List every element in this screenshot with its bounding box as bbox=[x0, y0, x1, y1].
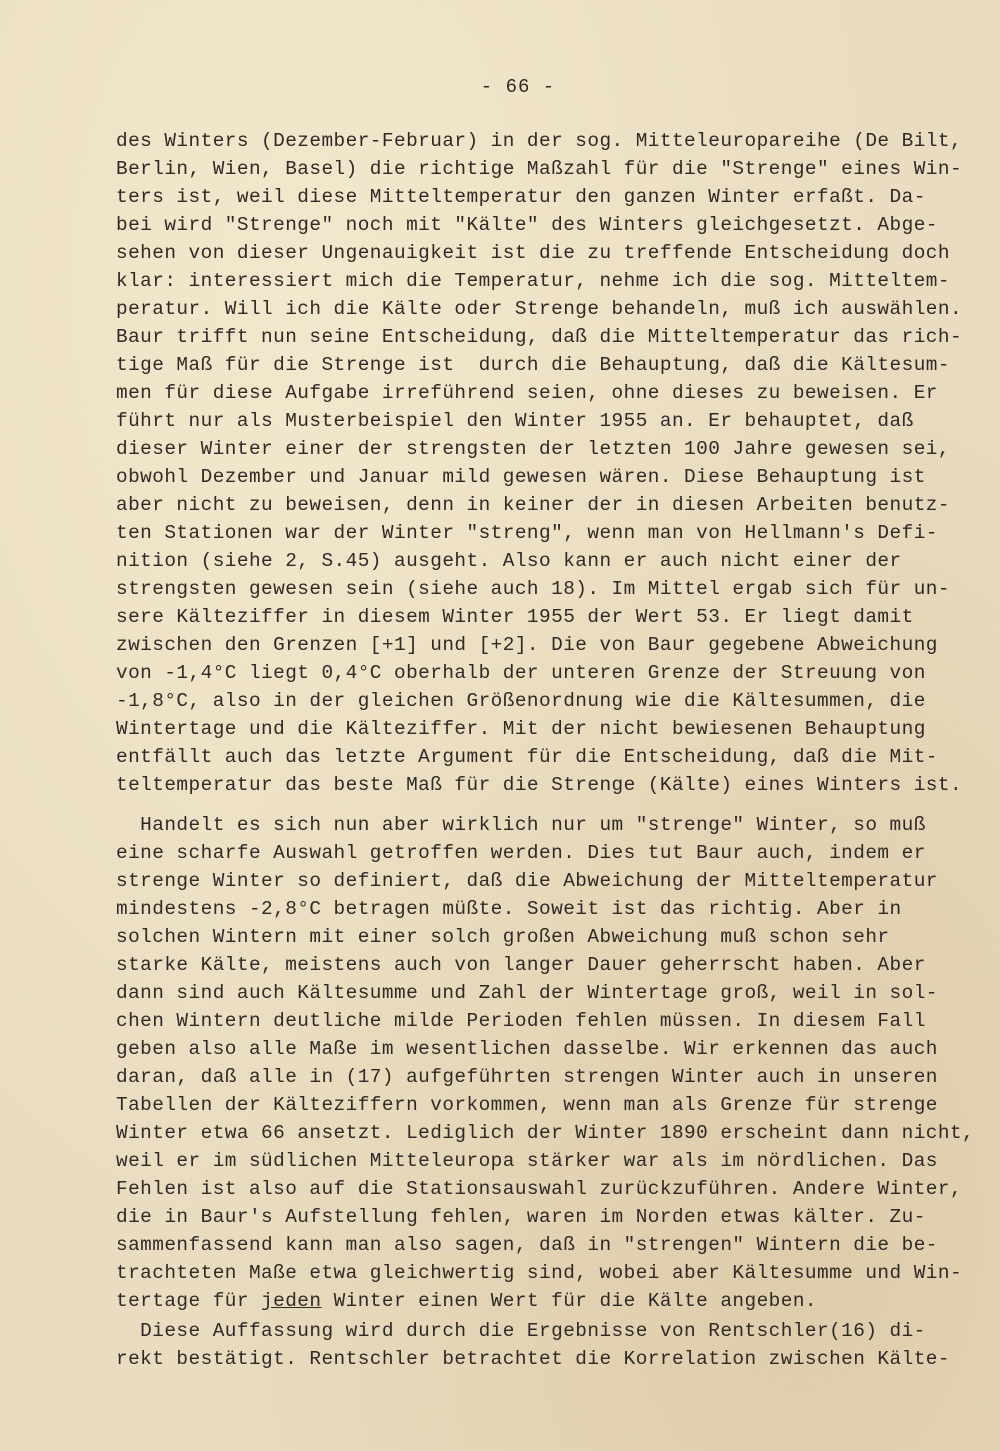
text-line: weil er im südlichen Mitteleuropa stärker war als im nördlichen. Das bbox=[116, 1150, 938, 1172]
text-line: tige Maß für die Strenge ist durch die Behauptung, daß die Kältesum- bbox=[116, 354, 950, 376]
page-number: - 66 - bbox=[480, 76, 556, 98]
text-line: nition (siehe 2, S.45) ausgeht. Also kann er auch nicht einer der bbox=[116, 550, 902, 572]
text-line: solchen Wintern mit einer solch großen Abweichung muß schon sehr bbox=[116, 926, 890, 948]
text-segment: tertage für bbox=[116, 1290, 262, 1312]
text-line: des Winters (Dezember-Februar) in der sog. Mitteleuropareihe (De Bilt, bbox=[116, 130, 963, 152]
text-line: aber nicht zu beweisen, denn in keiner der in diesen Arbeiten benutz- bbox=[116, 494, 950, 516]
text-segment: Winter einen Wert für die Kälte angeben. bbox=[321, 1290, 818, 1312]
text-line: von -1,4°C liegt 0,4°C oberhalb der unteren Grenze der Streuung von bbox=[116, 662, 926, 684]
text-line: trachteten Maße etwa gleichwertig sind, wobei aber Kältesumme und Win- bbox=[116, 1262, 963, 1284]
text-line: Baur trifft nun seine Entscheidung, daß die Mitteltemperatur das rich- bbox=[116, 326, 963, 348]
text-line: Winter etwa 66 ansetzt. Lediglich der Winter 1890 erscheint dann nicht, bbox=[116, 1122, 975, 1144]
text-line: zwischen den Grenzen [+1] und [+2]. Die von Baur gegebene Abweichung bbox=[116, 634, 938, 656]
text-line: die in Baur's Aufstellung fehlen, waren im Norden etwas kälter. Zu- bbox=[116, 1206, 926, 1228]
text-line: geben also alle Maße im wesentlichen dasselbe. Wir erkennen das auch bbox=[116, 1038, 938, 1060]
text-line: eine scharfe Auswahl getroffen werden. Dies tut Baur auch, indem er bbox=[116, 842, 926, 864]
text-line: starke Kälte, meistens auch von langer Dauer geherrscht haben. Aber bbox=[116, 954, 926, 976]
text-line: ters ist, weil diese Mitteltemperatur den ganzen Winter erfaßt. Da- bbox=[116, 186, 926, 208]
text-line: obwohl Dezember und Januar mild gewesen wären. Diese Behauptung ist bbox=[116, 466, 926, 488]
text-line: entfällt auch das letzte Argument für die Entscheidung, daß die Mit- bbox=[116, 746, 938, 768]
text-line bbox=[116, 1287, 817, 1315]
text-line: strenge Winter so definiert, daß die Abweichung der Mitteltemperatur bbox=[116, 870, 938, 892]
text-line: bei wird "Strenge" noch mit "Kälte" des Winters gleichgesetzt. Abge- bbox=[116, 214, 938, 236]
text-line: mindestens -2,8°C betragen müßte. Soweit ist das richtig. Aber in bbox=[116, 898, 902, 920]
text-line: rekt bestätigt. Rentschler betrachtet die Korrelation zwischen Kälte- bbox=[116, 1348, 950, 1370]
text-line: sammenfassend kann man also sagen, daß in "strengen" Wintern die be- bbox=[116, 1234, 938, 1256]
text-line: strengsten gewesen sein (siehe auch 18). Im Mittel ergab sich für un- bbox=[116, 578, 950, 600]
text-line: Tabellen der Kälteziffern vorkommen, wenn man als Grenze für strenge bbox=[116, 1094, 938, 1116]
text-line: chen Wintern deutliche milde Perioden fehlen müssen. In diesem Fall bbox=[116, 1010, 926, 1032]
text-line: führt nur als Musterbeispiel den Winter 1955 an. Er behauptet, daß bbox=[116, 410, 914, 432]
text-line: men für diese Aufgabe irreführend seien, ohne dieses zu beweisen. Er bbox=[116, 382, 938, 404]
text-line: klar: interessiert mich die Temperatur, nehme ich die sog. Mitteltem- bbox=[116, 270, 950, 292]
text-line: Diese Auffassung wird durch die Ergebnisse von Rentschler(16) di- bbox=[116, 1320, 926, 1342]
text-line: dieser Winter einer der strengsten der letzten 100 Jahre gewesen sei, bbox=[116, 438, 950, 460]
text-line: peratur. Will ich die Kälte oder Strenge behandeln, muß ich auswählen. bbox=[116, 298, 963, 320]
text-line: Wintertage und die Kälteziffer. Mit der nicht bewiesenen Behauptung bbox=[116, 718, 926, 740]
text-line: dann sind auch Kältesumme und Zahl der Wintertage groß, weil in sol- bbox=[116, 982, 938, 1004]
emphasized-word: jeden bbox=[261, 1290, 322, 1312]
text-line: Handelt es sich nun aber wirklich nur um "strenge" Winter, so muß bbox=[116, 814, 926, 836]
text-line: daran, daß alle in (17) aufgeführten strengen Winter auch in unseren bbox=[116, 1066, 938, 1088]
text-line: -1,8°C, also in der gleichen Größenordnung wie die Kältesummen, die bbox=[116, 690, 926, 712]
text-line: teltemperatur das beste Maß für die Strenge (Kälte) eines Winters ist. bbox=[116, 774, 963, 796]
text-line: ten Stationen war der Winter "streng", wenn man von Hellmann's Defi- bbox=[116, 522, 938, 544]
text-line: sere Kälteziffer in diesem Winter 1955 der Wert 53. Er liegt damit bbox=[116, 606, 914, 628]
text-line: Fehlen ist also auf die Stationsauswahl zurückzuführen. Andere Winter, bbox=[116, 1178, 963, 1200]
text-line: sehen von dieser Ungenauigkeit ist die zu treffende Entscheidung doch bbox=[116, 242, 950, 264]
text-line: Berlin, Wien, Basel) die richtige Maßzahl für die "Strenge" eines Win- bbox=[116, 158, 963, 180]
